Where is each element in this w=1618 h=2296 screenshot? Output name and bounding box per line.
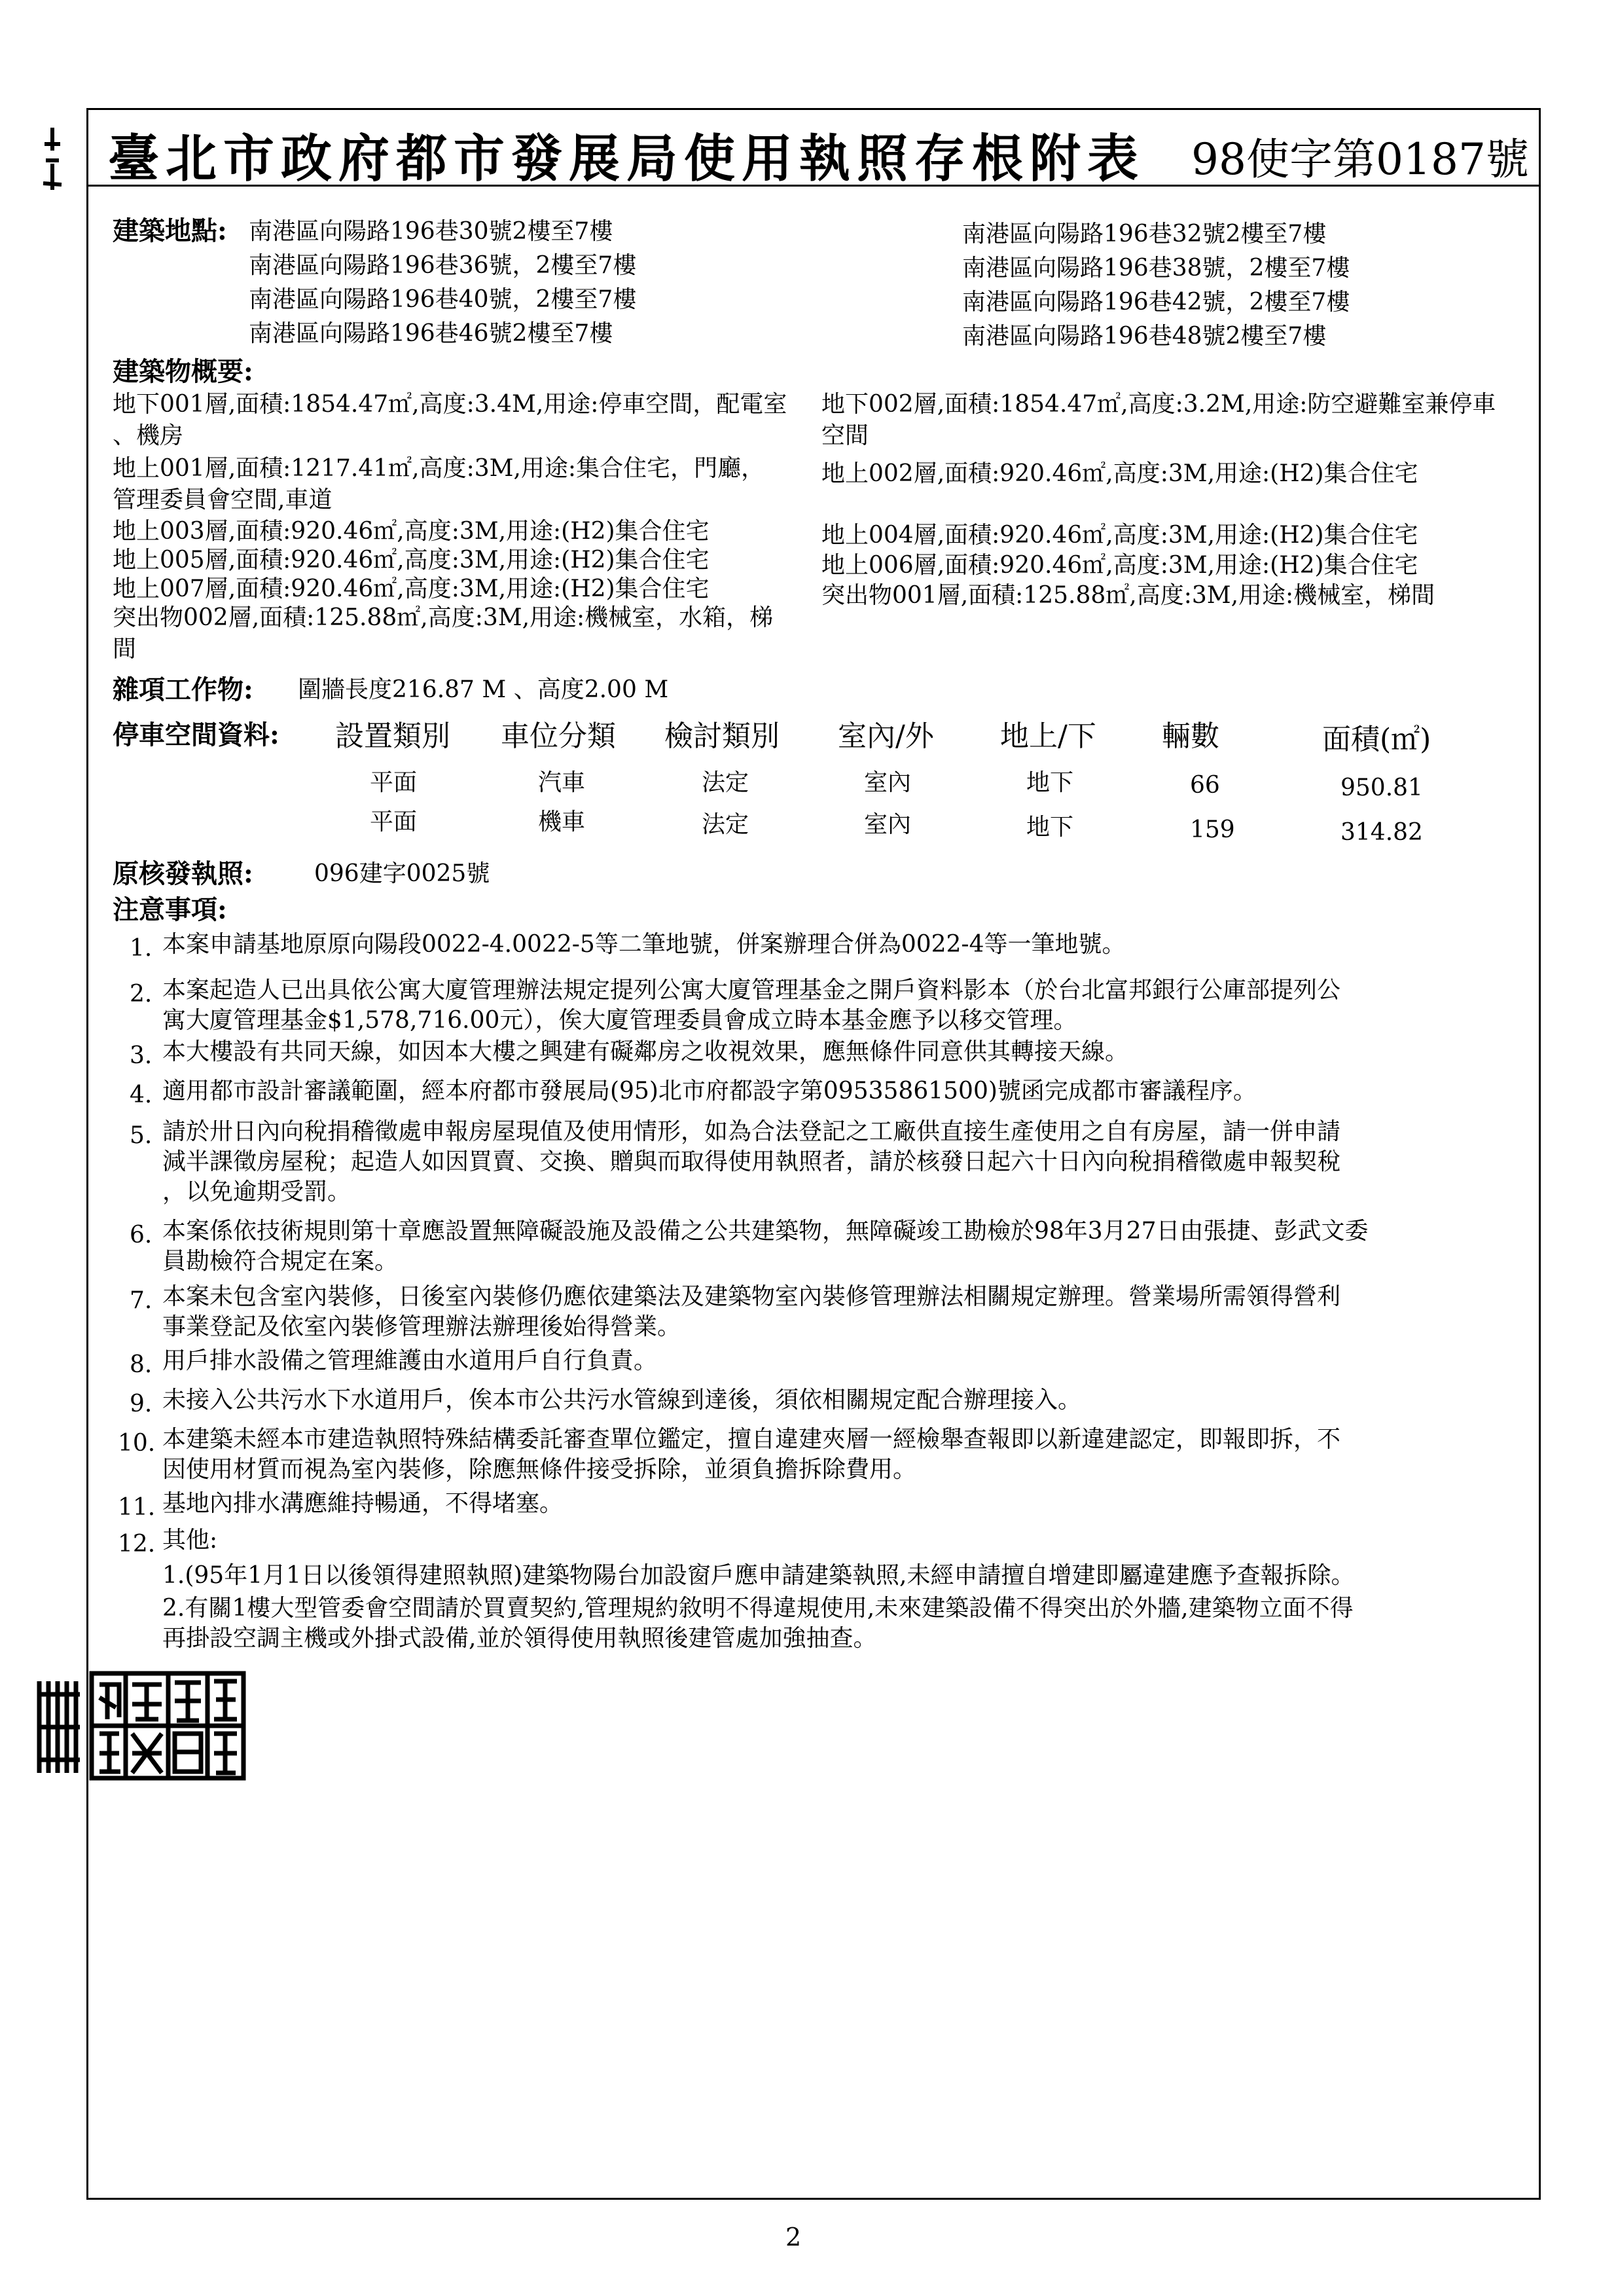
note-text: 本案申請基地原原向陽段0022-4.0022-5等二筆地號，併案辦理合併為0022-4等一筆地號。 bbox=[162, 931, 1126, 958]
site-label: 建築地點: bbox=[113, 215, 227, 246]
floor-line: 突出物002層,面積:125.88㎡,高度:3M,用途:機械室，水箱，梯 bbox=[113, 604, 774, 631]
original-permit-label: 原核發執照: bbox=[113, 858, 253, 889]
note-text: 本案起造人已出具依公寓大廈管理辦法規定提列公寓大廈管理基金之開戶資料影本（於台北富邦銀行公庫部提列公 bbox=[162, 977, 1341, 1004]
other-note: 再掛設空調主機或外掛式設備,並於領得使用執照後建管處加強抽查。 bbox=[162, 1625, 877, 1652]
floor-line: 地上002層,面積:920.46㎡,高度:3M,用途:(H2)集合住宅 bbox=[821, 460, 1418, 487]
parking-header: 車位分類 bbox=[501, 720, 616, 753]
parking-cell: 室內 bbox=[864, 811, 912, 838]
side-margin-mark bbox=[39, 124, 65, 196]
floor-line: 地下002層,面積:1854.47㎡,高度:3.2M,用途:防空避難室兼停車 bbox=[821, 391, 1496, 418]
note-number: 3. bbox=[130, 1042, 153, 1069]
note-text: 本建築未經本市建造執照特殊結構委託審查單位鑑定，擅自違建夾層一經檢舉查報即以新違建認定，即報即拆，不 bbox=[162, 1426, 1341, 1453]
floor-line: 地上005層,面積:920.46㎡,高度:3M,用途:(H2)集合住宅 bbox=[113, 547, 710, 574]
notes-label: 注意事項: bbox=[113, 894, 227, 925]
note-text: 請於卅日內向稅捐稽徵處申報房屋現值及使用情形，如為合法登記之工廠供直接生產使用之自有房屋，請一併申請 bbox=[162, 1118, 1341, 1145]
site-address: 南港區向陽路196巷40號，2樓至7樓 bbox=[249, 286, 637, 313]
site-address: 南港區向陽路196巷38號，2樓至7樓 bbox=[962, 255, 1350, 282]
parking-label: 停車空間資料: bbox=[113, 720, 279, 750]
note-text: 事業登記及依室內裝修管理辦法辦理後始得營業。 bbox=[162, 1313, 681, 1340]
misc-label: 雜項工作物: bbox=[113, 674, 253, 705]
floor-line: 地上003層,面積:920.46㎡,高度:3M,用途:(H2)集合住宅 bbox=[113, 518, 710, 545]
parking-cell: 機車 bbox=[538, 809, 586, 835]
floor-line: 突出物001層,面積:125.88㎡,高度:3M,用途:機械室，梯間 bbox=[821, 582, 1435, 609]
note-text: 因使用材質而視為室內裝修，除應無條件接受拆除，並須負擔拆除費用。 bbox=[162, 1456, 917, 1483]
site-address: 南港區向陽路196巷48號2樓至7樓 bbox=[962, 323, 1327, 350]
other-note: 1.(95年1月1日以後領得建照執照)建築物陽台加設窗戶應申請建築執照,未經申請擅自增建即屬違建應予查報拆除。 bbox=[162, 1562, 1355, 1589]
floor-line: 空間 bbox=[821, 422, 869, 449]
note-number: 11. bbox=[118, 1494, 156, 1521]
parking-cell: 66 bbox=[1190, 772, 1220, 799]
note-text: 本案係依技術規則第十章應設置無障礙設施及設備之公共建築物，無障礙竣工勘檢於98年3月27日由張捷、彭武文委 bbox=[162, 1218, 1369, 1245]
site-address: 南港區向陽路196巷32號2樓至7樓 bbox=[962, 221, 1327, 247]
note-text: 其他: bbox=[162, 1527, 218, 1554]
site-address: 南港區向陽路196巷30號2樓至7樓 bbox=[249, 218, 613, 245]
site-address: 南港區向陽路196巷42號，2樓至7樓 bbox=[962, 289, 1350, 316]
note-text: 本案未包含室內裝修，日後室內裝修仍應依建築法及建築物室內裝修管理辦法相關規定辦理。營業場所需領得營利 bbox=[162, 1283, 1341, 1310]
overview-label: 建築物概要: bbox=[113, 356, 253, 387]
parking-header: 室內/外 bbox=[838, 720, 934, 753]
parking-header: 檢討類別 bbox=[664, 720, 780, 753]
parking-cell: 314.82 bbox=[1340, 819, 1423, 846]
misc-value: 圍牆長度216.87 M 、高度2.00 M bbox=[298, 676, 669, 703]
parking-cell: 950.81 bbox=[1340, 774, 1423, 801]
note-text: 本大樓設有共同天線，如因本大樓之興建有礙鄰房之收視效果，應無條件同意供其轉接天線。 bbox=[162, 1038, 1129, 1065]
parking-cell: 平面 bbox=[370, 809, 418, 835]
parking-header: 地上/下 bbox=[1000, 720, 1096, 753]
note-number: 5. bbox=[130, 1122, 153, 1149]
parking-cell: 汽車 bbox=[538, 769, 586, 796]
floor-line: 地上004層,面積:920.46㎡,高度:3M,用途:(H2)集合住宅 bbox=[821, 522, 1418, 549]
floor-line: 管理委員會空間,車道 bbox=[113, 486, 333, 513]
note-number: 6. bbox=[130, 1222, 153, 1248]
note-text: 基地內排水溝應維持暢通，不得堵塞。 bbox=[162, 1490, 564, 1517]
parking-cell: 地下 bbox=[1026, 814, 1074, 841]
note-number: 2. bbox=[130, 981, 153, 1008]
parking-cell: 室內 bbox=[864, 769, 912, 796]
official-seal bbox=[34, 1668, 250, 1783]
page-number: 2 bbox=[785, 2223, 802, 2251]
note-number: 4. bbox=[130, 1082, 153, 1108]
note-text: 未接入公共污水下水道用戶，俟本市公共污水管線到達後，須依相關規定配合辦理接入。 bbox=[162, 1387, 1082, 1413]
parking-cell: 159 bbox=[1190, 816, 1235, 843]
floor-line: 間 bbox=[113, 636, 137, 663]
floor-line: 地上001層,面積:1217.41㎡,高度:3M,用途:集合住宅，門廳， bbox=[113, 455, 765, 482]
page-title: 臺北市政府都市發展局使用執照存根附表 bbox=[108, 129, 1145, 189]
parking-header: 面積(㎡) bbox=[1322, 723, 1431, 756]
parking-header: 輛數 bbox=[1162, 720, 1219, 753]
parking-cell: 法定 bbox=[702, 769, 749, 796]
parking-cell: 平面 bbox=[370, 769, 418, 796]
note-number: 1. bbox=[130, 935, 153, 962]
original-permit-value: 096建字0025號 bbox=[314, 860, 490, 887]
note-number: 12. bbox=[118, 1531, 156, 1558]
note-text: ，以免逾期受罰。 bbox=[162, 1178, 351, 1205]
parking-header: 設置類別 bbox=[335, 720, 450, 753]
note-text: 員勘檢符合規定在案。 bbox=[162, 1248, 399, 1275]
floor-line: 、機房 bbox=[113, 422, 184, 449]
note-number: 9. bbox=[130, 1391, 153, 1417]
floor-line: 地下001層,面積:1854.47㎡,高度:3.4M,用途:停車空間，配電室 bbox=[113, 391, 787, 418]
parking-cell: 法定 bbox=[702, 811, 749, 838]
site-address: 南港區向陽路196巷36號，2樓至7樓 bbox=[249, 252, 637, 279]
parking-cell: 地下 bbox=[1026, 769, 1074, 796]
note-text: 寓大廈管理基金$1,578,716.00元），俟大廈管理委員會成立時本基金應予以移交管理。 bbox=[162, 1007, 1077, 1034]
other-note: 2.有關1樓大型管委會空間請於買賣契約,管理規約敘明不得違規使用,未來建築設備不得突出於外牆,建築物立面不得 bbox=[162, 1595, 1354, 1622]
floor-line: 地上007層,面積:920.46㎡,高度:3M,用途:(H2)集合住宅 bbox=[113, 575, 710, 602]
note-number: 8. bbox=[130, 1351, 153, 1378]
note-text: 用戶排水設備之管理維護由水道用戶自行負責。 bbox=[162, 1347, 658, 1374]
note-number: 10. bbox=[118, 1430, 156, 1457]
note-text: 減半課徵房屋稅；起造人如因買賣、交換、贈與而取得使用執照者，請於核發日起六十日內向稅捐稽徵處申報契稅 bbox=[162, 1148, 1341, 1175]
note-text: 適用都市設計審議範圍，經本府都市發展局(95)北市府都設字第09535861500)號函完成都市審議程序。 bbox=[162, 1078, 1257, 1104]
floor-line: 地上006層,面積:920.46㎡,高度:3M,用途:(H2)集合住宅 bbox=[821, 552, 1418, 579]
site-address: 南港區向陽路196巷46號2樓至7樓 bbox=[249, 320, 613, 347]
note-number: 7. bbox=[130, 1287, 153, 1314]
permit-number: 98使字第0187號 bbox=[1191, 134, 1529, 185]
